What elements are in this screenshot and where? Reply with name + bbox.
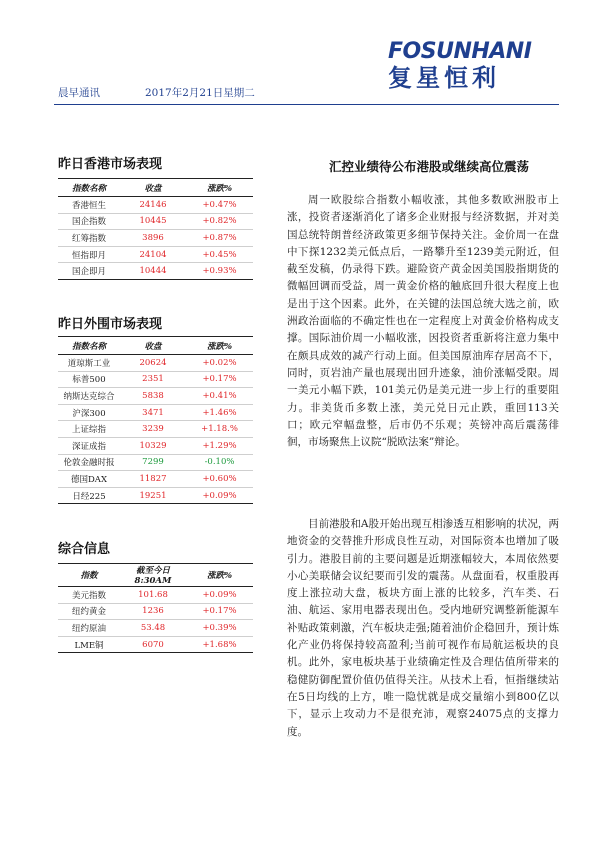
index-name: LME铜 [58,636,120,653]
change-value: +1.29% [186,437,253,454]
index-name: 红筹指数 [58,230,120,247]
col-change: 涨跌% [186,564,253,587]
change-value: +0.45% [186,246,253,263]
change-value: -0.10% [186,454,253,471]
close-value: 11827 [120,471,186,488]
close-value: 3239 [120,421,186,438]
change-value: +0.47% [186,197,253,214]
close-value: 10444 [120,263,186,280]
col-name: 指数 [58,564,120,587]
index-name: 德国DAX [58,471,120,488]
change-value: +0.17% [186,371,253,388]
index-name: 上证综指 [58,421,120,438]
close-value: 10329 [120,437,186,454]
hk-market-title: 昨日香港市场表现 [58,157,163,172]
fosun-hani-logo [388,40,558,92]
index-name: 纳斯达克综合 [58,388,120,405]
index-name: 日经225 [58,487,120,504]
table-row [58,355,253,372]
table-row [58,263,253,280]
change-value: +0.09% [186,487,253,504]
change-value: +0.17% [186,603,253,620]
close-value: 24146 [120,197,186,214]
publication-date: 2017年2月21日星期二 [145,87,255,99]
index-name: 国企即月 [58,263,120,280]
close-value: 10445 [120,213,186,230]
table-row [58,197,253,214]
change-value: +0.87% [186,230,253,247]
change-value: +0.82% [186,213,253,230]
col-close: 收盘 [120,337,186,355]
misc-info-table [58,563,253,653]
table-row [58,246,253,263]
col-name: 指数名称 [58,337,120,355]
close-value: 101.68 [120,587,186,604]
table-row [58,587,253,604]
close-value: 19251 [120,487,186,504]
close-value: 53.48 [120,620,186,637]
index-name: 香港恒生 [58,197,120,214]
change-value: +0.09% [186,587,253,604]
table-row [58,404,253,421]
article-title: 汇控业绩待公布港股或继续高位震荡 [328,159,529,174]
table-row [58,636,253,653]
index-name: 纽约黄金 [58,603,120,620]
close-value: 3896 [120,230,186,247]
close-value: 1236 [120,603,186,620]
index-name: 美元指数 [58,587,120,604]
table-row [58,471,253,488]
foreign-market-table [58,336,253,504]
article-paragraph: 周一欧股综合指数小幅收涨，其他多数欧洲股市上涨，投资者逐渐消化了诸多企业财报与经济数据，并对美国总统特朗普经济政策更多细节保持关注。金价周一在盘中下探1232美元低点后，一路攀升至1239美元附近，但截至发稿，仍录得下跌。避险资产黄金因美国股指期货的微幅回调而受益，周一黄金价格的触底回升很大程度上也是出于这个因素。此外，在关键的法国总统大选之前，欧洲政治面临的不确定性也在一定程度上对黄金价格构成支撑。国际油价周一小幅收涨，因投资者重新将注意力集中在颇具成效的减产行动上面。但美国原油库存居高不下，同时，页岩油产量也展现出回升迹象，油价涨幅受限。周一美元小幅下跌，101美元仍是美元进一步上行的重要阻力。非美货币多数上涨，美元兑日元止跌，重回113关口；欧元窄幅盘整，后市仍不乐观；英镑冲高后震荡徘徊，市场聚焦上议院“脱欧法案”辩论。 [287,194,559,449]
change-value: +0.39% [186,620,253,637]
close-value: 6070 [120,636,186,653]
table-row [58,213,253,230]
logo-en: FOSUNHANI [388,39,532,64]
index-name: 纽约原油 [58,620,120,637]
index-name: 国企指数 [58,213,120,230]
article-paragraph: 目前港股和A股开始出现互相渗透互相影响的状况，两地资金的交替推升形成良性互动，对国际资本也增加了吸引力。港股目前的主要问题是近期涨幅较大，本周依然要小心美联储会议纪要而引发的震荡。从盘面看，权重股再度上涨拉动大盘，板块方面上涨的比较多，汽车类、石油、航运、家用电器表现出色。受内地研究调整新能源车补贴政策刺激，汽车板块走强;随着油价企稳回升，预计炼化产业仍将保持较高盈利;当前可视作布局航运板块的良机。此外，家电板块基于业绩确定性及合理估值所带来的稳健防御配置价值仍值得关注。从技术上看，恒指继续站在5日均线的上方，唯一隐忧就是成交量缩小到800亿以下，显示上攻动力不是很充沛，观察24075点的支撑力度。 [287,518,559,738]
publication-name: 晨早通讯 [58,87,100,99]
index-name: 沪深300 [58,404,120,421]
article-body [287,192,559,451]
table-row [58,487,253,504]
table-row [58,454,253,471]
close-value: 5838 [120,388,186,405]
table-row [58,437,253,454]
change-value: +1.68% [186,636,253,653]
index-name: 道琼斯工业 [58,355,120,372]
index-name: 伦敦金融时报 [58,454,120,471]
change-value: +0.02% [186,355,253,372]
table-row [58,603,253,620]
change-value: +0.60% [186,471,253,488]
change-value: +1.46% [186,404,253,421]
logo-cn: 复星恒利 [388,64,500,92]
table-row [58,388,253,405]
close-value: 7299 [120,454,186,471]
close-value: 3471 [120,404,186,421]
table-row [58,620,253,637]
col-close: 收盘 [120,179,186,197]
change-value: +0.41% [186,388,253,405]
index-name: 标普500 [58,371,120,388]
col-change: 涨跌% [186,337,253,355]
col-name: 指数名称 [58,179,120,197]
article-body-2 [287,516,559,741]
table-row [58,421,253,438]
header-rule [54,104,559,105]
index-name: 恒指即月 [58,246,120,263]
col-value: 截至今日8:30AM [120,564,186,587]
close-value: 24104 [120,246,186,263]
foreign-market-title: 昨日外围市场表现 [58,317,163,332]
change-value: +1.18.% [186,421,253,438]
table-row [58,230,253,247]
hk-market-table [58,178,253,280]
close-value: 20624 [120,355,186,372]
index-name: 深证成指 [58,437,120,454]
close-value: 2351 [120,371,186,388]
misc-info-title: 综合信息 [58,542,111,557]
change-value: +0.93% [186,263,253,280]
table-row [58,371,253,388]
col-change: 涨跌% [186,179,253,197]
